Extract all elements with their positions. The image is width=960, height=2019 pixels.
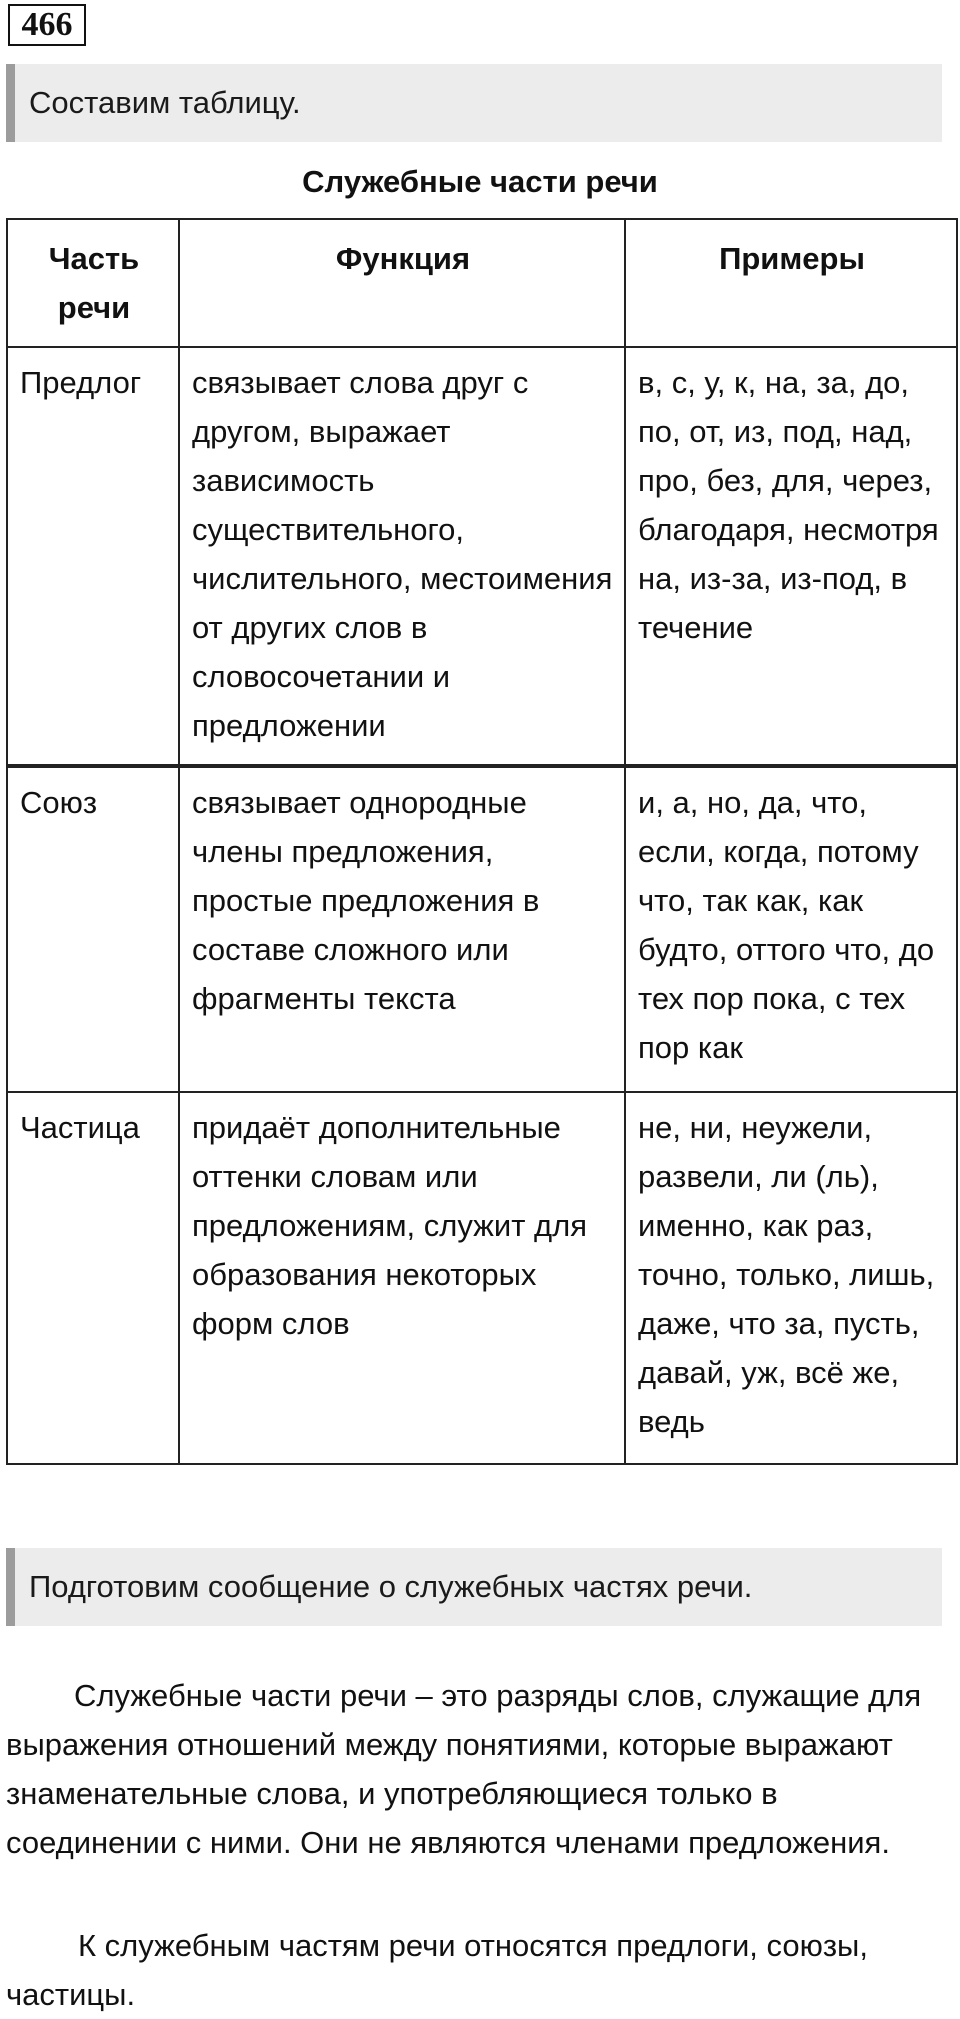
table-row xyxy=(7,347,957,766)
table-title: Служебные части речи xyxy=(302,164,658,199)
table-header-row xyxy=(7,219,957,347)
cell-examples: и, а, но, да, что, если, когда, потому что, так как, как будто, оттого что, до тех пор пока, с тех пор как xyxy=(625,766,957,1092)
cell-part: Союз xyxy=(7,766,179,1092)
cell-part: Предлог xyxy=(7,347,179,766)
cell-examples: не, ни, неужели, развели, ли (ль), именно, как раз, точно, только, лишь, даже, что за, пусть, давай, уж, всё же, ведь xyxy=(625,1092,957,1464)
callout-prepare-message: Подготовим сообщение о служебных частях речи. xyxy=(6,1548,942,1626)
header-part: Часть речи xyxy=(7,219,179,347)
parts-of-speech-table xyxy=(6,218,958,1465)
header-examples: Примеры xyxy=(625,219,957,347)
task-number: 466 xyxy=(8,4,86,46)
table-row xyxy=(7,766,957,1092)
callout-make-table: Составим таблицу. xyxy=(6,64,942,142)
table-row xyxy=(7,1092,957,1464)
cell-examples: в, с, у, к, на, за, до, по, от, из, под, над, про, без, для, через, благодаря, несмотря на, из-за, из-под, в течение xyxy=(625,347,957,766)
cell-function: связывает однородные члены предложения, простые предложения в составе сложного или фрагменты текста xyxy=(179,766,625,1092)
cell-part: Частица xyxy=(7,1092,179,1464)
cell-function: придаёт дополнительные оттенки словам или предложениям, служит для образования некоторых форм слов xyxy=(179,1092,625,1464)
cell-function: связывает слова друг с другом, выражает зависимость существительного, числительного, местоимения от других слов в словосочетании и предложении xyxy=(179,347,625,766)
header-function: Функция xyxy=(179,219,625,347)
paragraph-definition: Служебные части речи – это разряды слов, служащие для выражения отношений между понятиями, которые выражают знаменательные слова, и употребляющиеся только в соединении с ними. Они не являются членами предложения. xyxy=(6,1678,922,1860)
paragraph-list: К служебным частям речи относятся предлоги, союзы, частицы. xyxy=(6,1928,868,2012)
